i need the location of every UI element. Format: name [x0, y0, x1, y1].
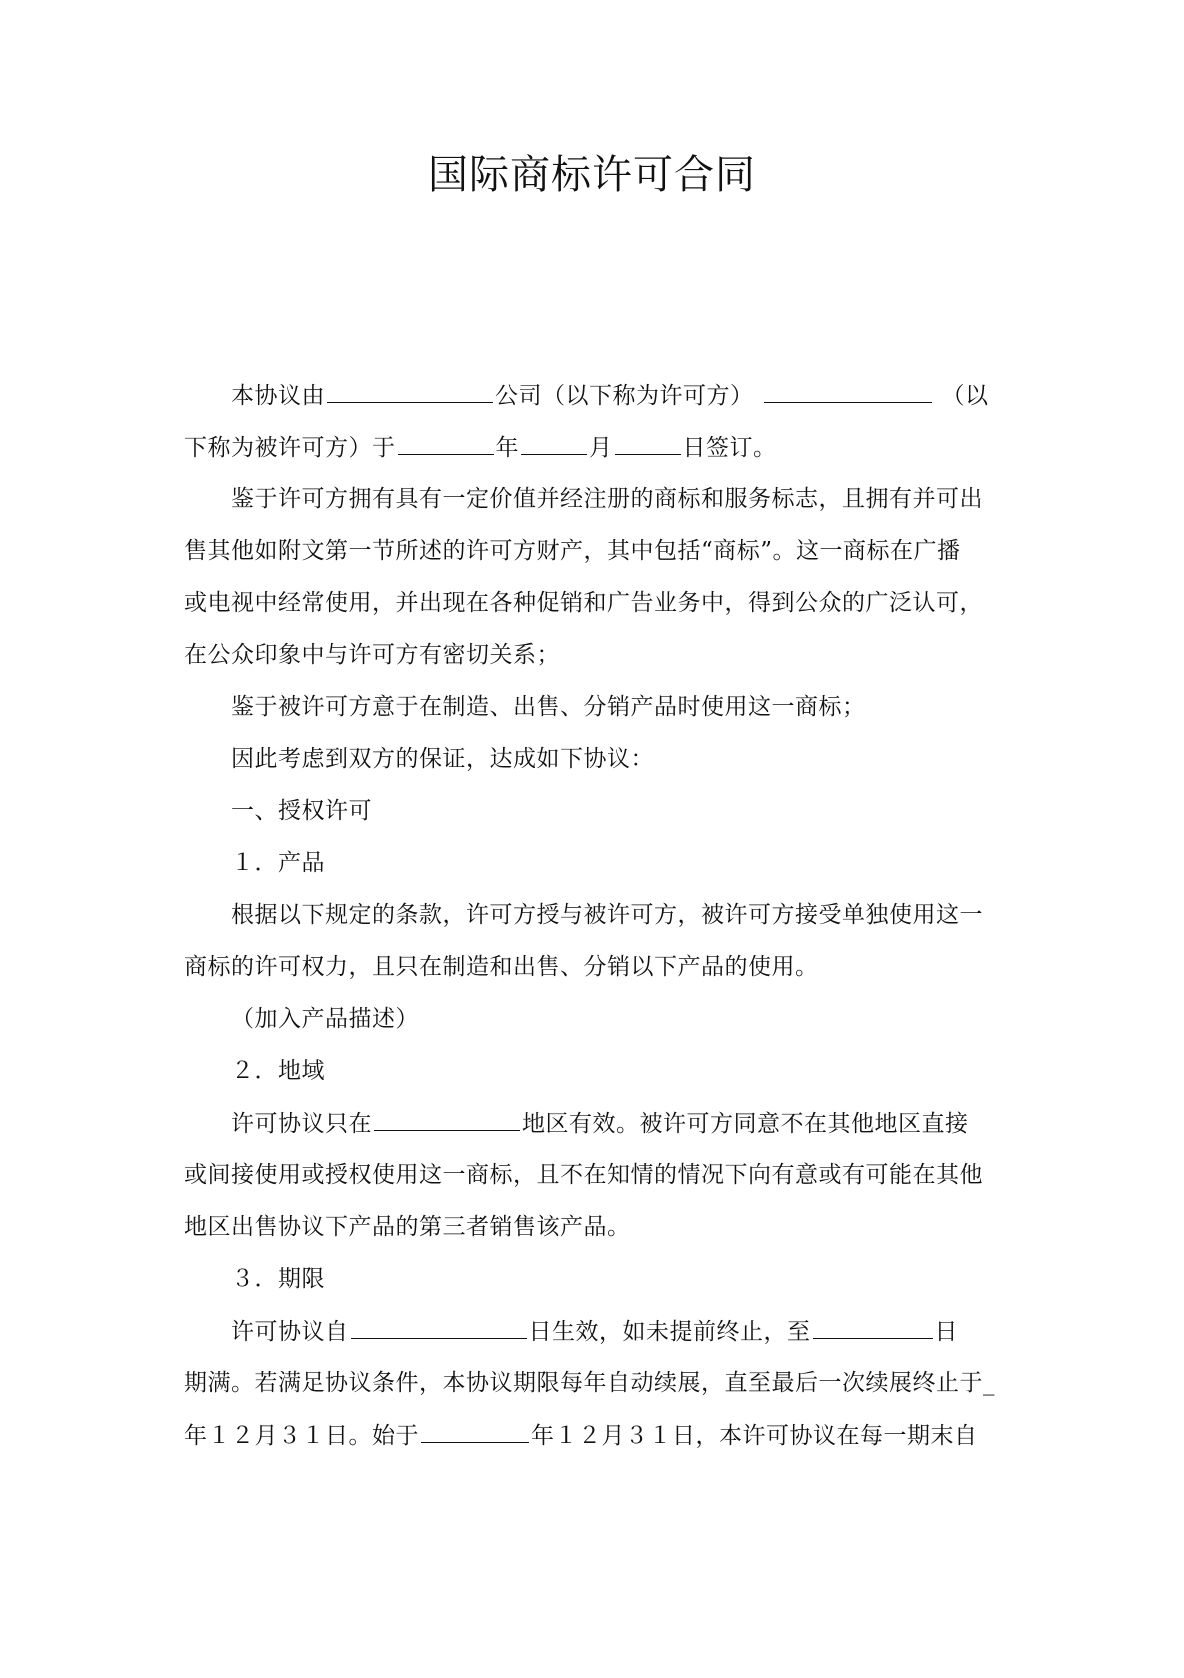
- paragraph-line: 售其他如附文第一节所述的许可方财产，其中包括“商标”。这一商标在广播: [184, 538, 961, 564]
- intro-text: 年: [495, 435, 519, 461]
- item-heading: １．产品: [231, 850, 325, 876]
- paragraph-line: 或间接使用或授权使用这一商标，且不在知情的情况下向有意或有可能在其他: [184, 1162, 983, 1188]
- paragraph-line: 因此考虑到双方的保证，达成如下协议：: [231, 746, 654, 772]
- paragraph-line: 期满。若满足协议条件，本协议期限每年自动续展，直至最后一次续展终止于_: [184, 1370, 995, 1396]
- paragraph-line: [231, 1106, 1004, 1141]
- start-date-blank: [351, 1314, 527, 1339]
- month-blank: [521, 430, 587, 455]
- intro-text: 下称为被许可方）于: [184, 435, 396, 461]
- product-note: （加入产品描述）: [231, 1006, 419, 1032]
- territory-text: 许可协议只在: [231, 1111, 372, 1137]
- paragraph-line: 鉴于许可方拥有具有一定价值并经注册的商标和服务标志，且拥有并可出: [231, 486, 983, 512]
- end-date-blank: [813, 1314, 933, 1339]
- paragraph-line: 商标的许可权力，且只在制造和出售、分销以下产品的使用。: [184, 954, 819, 980]
- intro-text: （以: [941, 383, 989, 409]
- paragraph-line: 在公众印象中与许可方有密切关系；: [184, 642, 560, 668]
- intro-line-2: [184, 430, 1004, 465]
- paragraph-line: [184, 1418, 1004, 1453]
- paragraph-line: 鉴于被许可方意于在制造、出售、分销产品时使用这一商标；: [231, 694, 866, 720]
- paragraph-line: 地区出售协议下产品的第三者销售该产品。: [184, 1214, 631, 1240]
- intro-line-1: [231, 378, 1004, 413]
- intro-text: 本协议由: [231, 383, 325, 409]
- intro-text: 日签订。: [682, 435, 777, 461]
- renewal-year-blank: [421, 1418, 529, 1443]
- territory-text: 地区有效。被许可方同意不在其他地区直接: [522, 1111, 969, 1137]
- term-text: 许可协议自: [231, 1319, 349, 1345]
- term-text: 年１２月３１日，本许可协议在每一期末自: [531, 1423, 978, 1449]
- paragraph-line: [231, 1314, 1004, 1349]
- paragraph-line: 根据以下规定的条款，许可方授与被许可方，被许可方接受单独使用这一: [231, 902, 983, 928]
- item-heading: ３．期限: [231, 1266, 325, 1292]
- paragraph-line: 或电视中经常使用，并出现在各种促销和广告业务中，得到公众的广泛认可，: [184, 590, 983, 616]
- intro-text: 公司（以下称为许可方）: [495, 383, 754, 409]
- intro-text: 月: [589, 435, 613, 461]
- item-heading: ２．地域: [231, 1058, 325, 1084]
- section-heading: 一、授权许可: [231, 798, 372, 824]
- term-text: 年１２月３１日。始于: [184, 1423, 419, 1449]
- day-blank: [615, 430, 681, 455]
- document-title: 国际商标许可合同: [428, 152, 756, 198]
- licensee-blank: [764, 378, 932, 403]
- company-blank: [327, 378, 493, 403]
- term-text: 日: [934, 1319, 958, 1345]
- year-blank: [398, 430, 494, 455]
- territory-blank: [374, 1106, 520, 1131]
- term-text: 日生效，如未提前终止，至: [528, 1319, 811, 1345]
